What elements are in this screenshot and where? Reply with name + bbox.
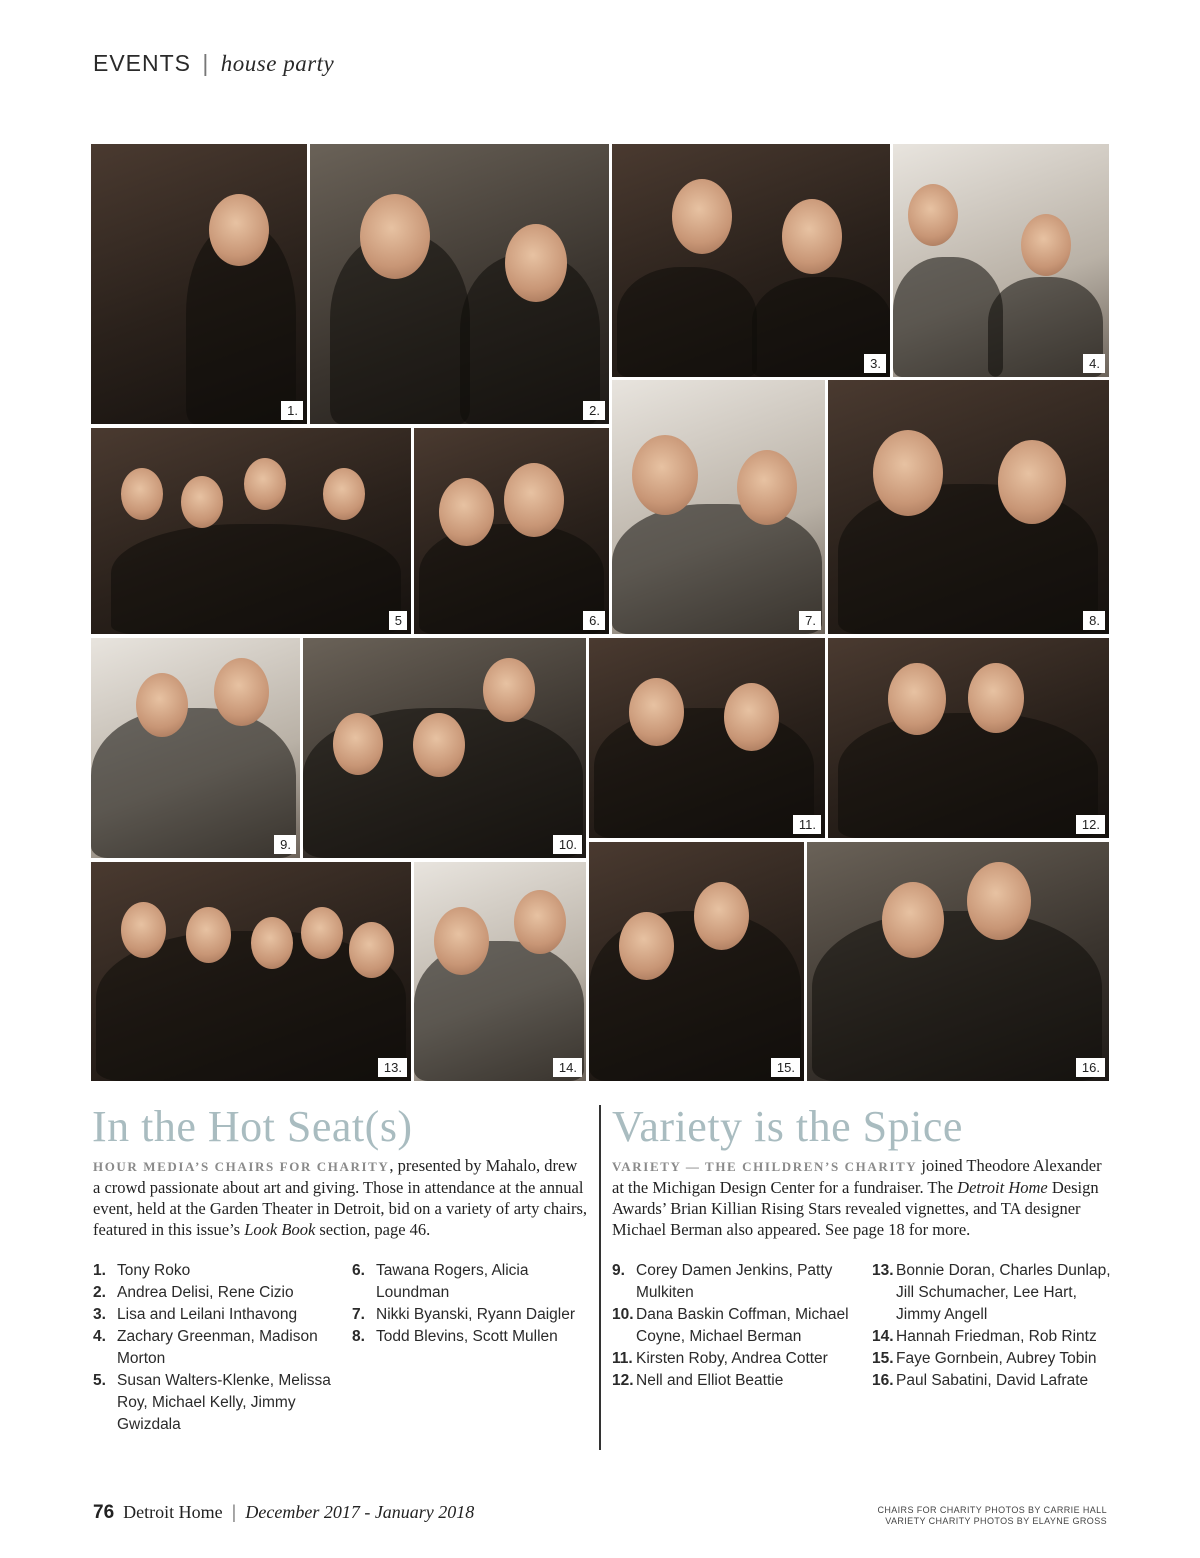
caption-item: 14. Hannah Friedman, Rob Rintz	[872, 1328, 1097, 1345]
event-photo	[828, 638, 1109, 838]
photo-number: 16.	[1076, 1058, 1105, 1077]
right-names-col1	[612, 1260, 852, 1392]
event-photo	[589, 638, 825, 838]
left-names-col1	[93, 1260, 333, 1436]
caption-item: 6. Tawana Rogers, Alicia Loundman	[352, 1262, 529, 1301]
photo-number: 5	[389, 611, 407, 630]
photo-number: 11.	[793, 815, 821, 834]
photo-number: 12.	[1076, 815, 1105, 834]
left-article-body-1: , presented by Mahalo, drew a crowd passionate about art and giving. Those in attendance at the annual event, held at the Garden Theater in Detroit, bid on a variety of arty chairs, featured in this issue’s	[93, 1156, 588, 1239]
photo-credits	[877, 1505, 1107, 1527]
caption-item: 4. Zachary Greenman, Madison Morton	[93, 1328, 318, 1367]
event-photo	[303, 638, 586, 858]
event-photo	[91, 144, 307, 424]
left-article-title: In the Hot Seat(s)	[92, 1102, 413, 1151]
photo-number: 3.	[864, 354, 886, 373]
right-article-body-1: joined Theodore Alexander at the Michigan Design Center for a fundraiser. The	[612, 1156, 1102, 1197]
page-number: 76	[93, 1502, 115, 1523]
left-article-body-em: Look Book	[244, 1220, 316, 1239]
photo-number: 1.	[281, 401, 303, 420]
caption-item: 11. Kirsten Roby, Andrea Cotter	[612, 1350, 828, 1367]
header-separator: |	[202, 50, 210, 76]
right-article-intro	[612, 1155, 1107, 1240]
issue-date: December 2017 - January 2018	[245, 1502, 475, 1522]
left-names-col2	[352, 1260, 582, 1348]
caption-item: 10. Dana Baskin Coffman, Michael Coyne, Michael Berman	[612, 1306, 849, 1345]
section-label: EVENTS	[93, 50, 192, 76]
photo-number: 14.	[553, 1058, 582, 1077]
caption-item: 7. Nikki Byanski, Ryann Daigler	[352, 1306, 575, 1323]
photo-number: 7.	[799, 611, 821, 630]
left-article-lead: HOUR MEDIA’S CHAIRS FOR CHARITY	[93, 1159, 390, 1174]
caption-item: 3. Lisa and Leilani Inthavong	[93, 1306, 298, 1323]
caption-item: 8. Todd Blevins, Scott Mullen	[352, 1328, 558, 1345]
event-photo	[807, 842, 1109, 1081]
caption-item: 1. Tony Roko	[93, 1262, 191, 1279]
photo-number: 8.	[1083, 611, 1105, 630]
caption-item: 16. Paul Sabatini, David Lafrate	[872, 1372, 1089, 1389]
event-photo	[414, 428, 609, 634]
event-photo	[589, 842, 804, 1081]
left-article-body-2: section, page 46.	[315, 1220, 431, 1239]
event-photo	[612, 380, 825, 634]
event-photo	[893, 144, 1109, 377]
left-article-intro	[93, 1155, 588, 1240]
magazine-name: Detroit Home	[123, 1502, 223, 1522]
photo-number: 10.	[553, 835, 582, 854]
photo-number: 9.	[274, 835, 296, 854]
caption-item: 9. Corey Damen Jenkins, Patty Mulkiten	[612, 1262, 833, 1301]
photo-credit-1: CHAIRS FOR CHARITY PHOTOS BY CARRIE HALL	[877, 1505, 1107, 1515]
event-photo	[828, 380, 1109, 634]
right-article-lead: VARIETY — THE CHILDREN’S CHARITY	[612, 1159, 918, 1174]
footer-separator: |	[231, 1502, 237, 1522]
photo-number: 15.	[771, 1058, 800, 1077]
caption-item: 13. Bonnie Doran, Charles Dunlap, Jill Schumacher, Lee Hart, Jimmy Angell	[872, 1262, 1111, 1323]
event-photo	[91, 862, 411, 1081]
caption-item: 15. Faye Gornbein, Aubrey Tobin	[872, 1350, 1097, 1367]
caption-item: 2. Andrea Delisi, Rene Cizio	[93, 1284, 294, 1301]
page-footer	[93, 1502, 474, 1524]
photo-credit-2: VARIETY CHARITY PHOTOS BY ELAYNE GROSS	[885, 1516, 1107, 1526]
photo-number: 2.	[583, 401, 605, 420]
event-photo	[310, 144, 609, 424]
photo-number: 4.	[1083, 354, 1105, 373]
caption-item: 5. Susan Walters-Klenke, Melissa Roy, Michael Kelly, Jimmy Gwizdala	[93, 1372, 331, 1433]
right-article-title: Variety is the Spice	[612, 1102, 963, 1151]
subsection-label: house party	[220, 51, 335, 76]
right-article-body-em: Detroit Home	[957, 1178, 1048, 1197]
column-divider	[599, 1105, 601, 1450]
event-photo	[91, 428, 411, 634]
photo-number: 6.	[583, 611, 605, 630]
right-names-col2	[872, 1260, 1112, 1392]
photo-number: 13.	[378, 1058, 407, 1077]
event-photo	[91, 638, 300, 858]
caption-item: 12. Nell and Elliot Beattie	[612, 1372, 784, 1389]
event-photo	[612, 144, 890, 377]
event-photo	[414, 862, 586, 1081]
right-article-body-2: Design Awards’ Brian Killian Rising Stars revealed vignettes, and TA designer Michael Berman also appeared. See page 18 for more.	[612, 1178, 1099, 1239]
